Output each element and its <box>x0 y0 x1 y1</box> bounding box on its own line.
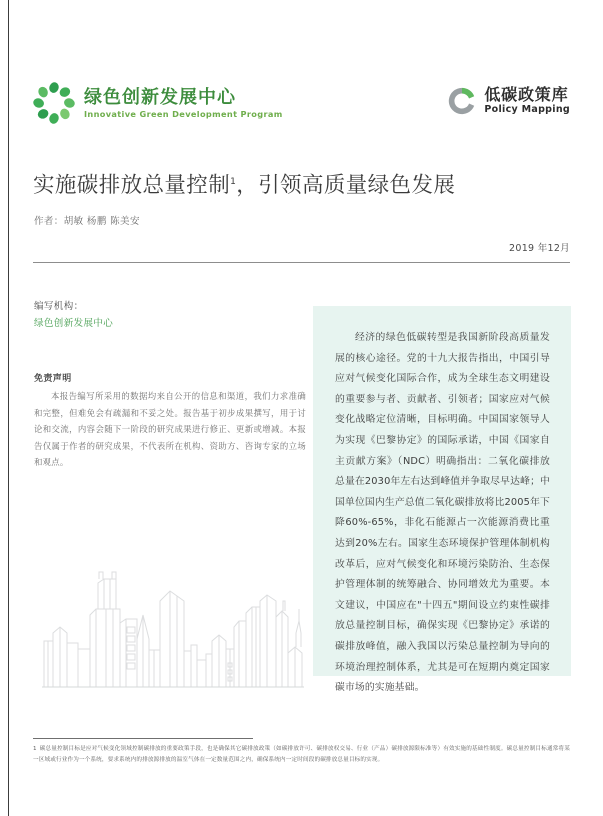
summary-callout-text: 经济的绿色低碳转型是我国新阶段高质量发展的核心途径。党的十九大报告指出，中国引导应对气候变化国际合作，成为全球生态文明建设的重要参与者、贡献者、引领者；国家应对气候变化战略定位清晰，目标明确。中国国家领导人为实现《巴黎协定》的国际承诺，中国《国家自主贡献方案》（NDC）明确指出：二氧化碳排放总量在2030年左右达到峰值并争取尽早达峰；中国单位国内生产总值二氧化碳排放将比2005年下降60%-65%，非化石能源占一次能源消费比重达到20%左右。国家生态环境保护管理体制机构改革后，应对气候变化和环境污染防治、生态保护管理体制的统筹融合、协同增效尤为重要。本文建议，中国应在"十四五"期间设立约束性碳排放总量控制目标，确保实现《巴黎协定》承诺的碳排放峰值，融入我国以污染总量控制为导向的环境治理控制体系，尤其是可在短期内奠定国家碳市场的实施基础。 <box>335 332 550 694</box>
policy-mapping-logo-text <box>484 86 570 116</box>
city-skyline-outline-icon <box>20 555 320 695</box>
publication-date: 2019 年12月 <box>509 243 570 254</box>
publishing-organization <box>34 298 113 332</box>
footnote-number: 1 <box>33 746 37 752</box>
page-title-main: 实施碳排放总量控制 <box>33 173 231 198</box>
igdp-logo-text <box>84 87 283 120</box>
igdp-logo <box>33 82 283 124</box>
footnote-divider-rule <box>33 738 253 739</box>
org-name: 绿色创新发展中心 <box>34 318 114 329</box>
igdp-name-en: Innovative Green Development Program <box>84 108 283 119</box>
disclaimer-heading: 免责声明 <box>34 374 72 384</box>
title-footnote-marker: 1 <box>230 176 237 187</box>
igdp-name-cn: 绿色创新发展中心 <box>84 86 236 108</box>
page-title-rest: ，引领高质量绿色发展 <box>236 173 456 198</box>
page-left-border-rule <box>8 0 9 816</box>
page-header <box>33 80 570 136</box>
c-shape-policy-mapping-logo-icon <box>447 86 477 116</box>
page-title <box>33 172 573 200</box>
header-divider-rule <box>33 262 570 263</box>
policy-mapping-name-cn: 低碳政策库 <box>484 85 569 104</box>
green-circular-leaves-logo-icon <box>33 82 75 124</box>
policy-mapping-logo <box>447 86 570 116</box>
footnote-text: 碳总量控制目标是应对气候变化领域控制碳排放的重要政策手段，也是确保其它碳排放政策（如碳排放许可、碳排放权交易、行业（产品）碳排放源限标准等）有效实施的基础性制度。碳总量控制目标通常将某一区域或行业作为一个系统，要求系统内的排放源排放的温室气体在一定数量范围之内，确保系统内一定时间段的碳排放总量目标的实现。 <box>33 746 570 763</box>
policy-mapping-name-en: Policy Mapping <box>484 104 570 115</box>
footnote-block <box>33 744 570 765</box>
authors-line: 作者：胡敏 杨鹏 陈美安 <box>34 216 140 227</box>
org-label: 编写机构： <box>34 301 84 312</box>
disclaimer-body: 本报告编写所采用的数据均来自公开的信息和渠道，我们力求准确和完整，但难免会有疏漏和不妥之处。报告基于初步成果撰写，用于讨论和交流，内容会随下一阶段的研究成果进行修正、更新或增减。本报告仅属于作者的研究成果，不代表所在机构、资助方、咨询专家的立场和观点。 <box>34 391 306 467</box>
